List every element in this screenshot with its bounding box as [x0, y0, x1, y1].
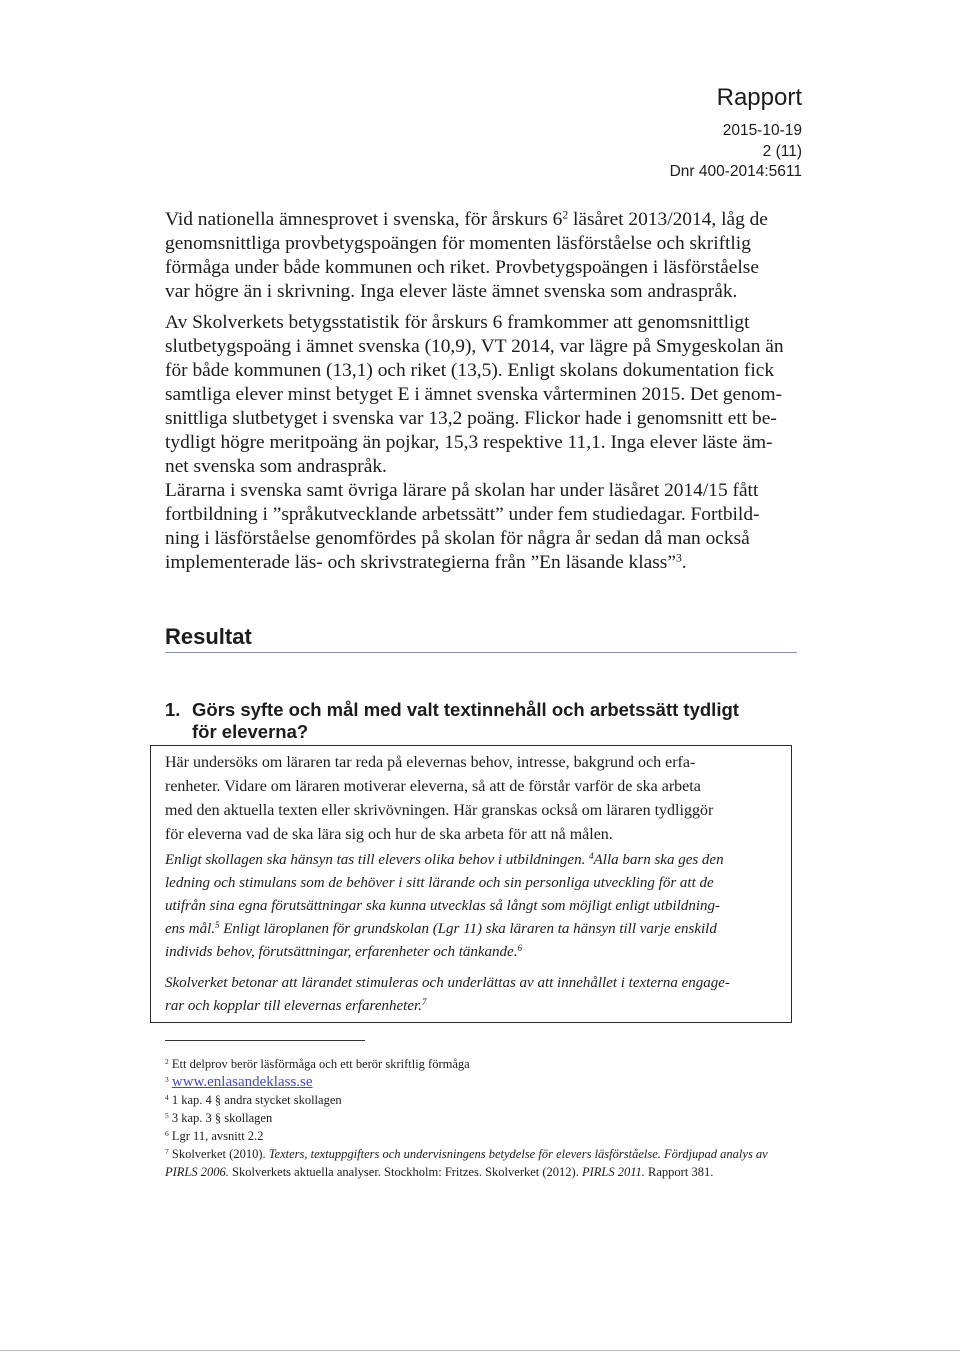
question-line: 1. Görs syfte och mål med valt textinnehåll och arbetssätt tydligt — [165, 699, 739, 720]
quote-line: Enligt skollagen ska hänsyn tas till elevers olika behov i utbildningen. $^4$Alla barn ska ges den — [165, 851, 724, 868]
section-title: Resultat — [165, 624, 252, 649]
footnote-ref: 5 — [215, 920, 220, 931]
paragraph-line: Vid nationella ämnesprovet i svenska, för årskurs $6^2$ läsåret 2013/2014, låg de — [165, 208, 768, 230]
paragraph-line: var högre än i skrivning. Inga elever läste ämnet svenska som andraspråk. — [165, 281, 738, 302]
footnote-7-continued: PIRLS 2006. Skolverkets aktuella analyser. Stockholm: Fritzes. Skolverket (2012). PIRLS 2011. Rapport 381. — [165, 1165, 714, 1179]
document-header — [670, 84, 802, 183]
page-number: 2 (11) — [762, 142, 802, 160]
quote-line: ledning och stimulans som de behöver i sitt lärande och sin personliga utveckling för att de — [165, 875, 714, 891]
footnote-3: $^3$ www.enlasandeklass.se — [165, 1074, 313, 1090]
footnote-7: $^7$ Skolverket (2010). Texters, textuppgifters och undervisningens betydelse för elevers läsförståelse. Fördjupad analys av — [165, 1146, 768, 1161]
footnote-4: $^4$ 1 kap. 4 § andra stycket skollagen — [165, 1092, 342, 1107]
footnote-6: $^6$ Lgr 11, avsnitt 2.2 — [165, 1128, 264, 1143]
quote-line: Skolverket betonar att lärandet stimuleras och underlättas av att innehållet i texterna engage- — [165, 975, 730, 991]
criteria-line: för eleverna vad de ska lära sig och hur de ska arbeta för att nå målen. — [165, 826, 613, 843]
paragraph-line: fortbildning i ”språkutvecklande arbetssätt” under fem studiedagar. Fortbild- — [165, 504, 760, 525]
question-heading — [165, 699, 739, 743]
criteria-line: renheter. Vidare om läraren motiverar eleverna, så att de förstår varför de ska arbeta — [165, 778, 701, 795]
footnote-ref: 7 — [421, 997, 427, 1008]
footnote-ref: 3 — [675, 551, 682, 565]
footnote-2: $^2$ Ett delprov berör läsförmåga och ett berör skriftlig förmåga — [165, 1056, 470, 1071]
quote-line: rar och kopplar till elevernas erfarenheter.$^7$ — [165, 997, 427, 1014]
footnote-divider — [165, 1040, 365, 1041]
paragraph-national-test — [165, 208, 792, 304]
paragraph-line: slutbetygspoäng i ämnet svenska (10,9), VT 2014, var lägre på Smygeskolan än — [165, 336, 784, 357]
criteria-line: Här undersöks om läraren tar reda på elevernas behov, intresse, bakgrund och erfa- — [165, 754, 696, 771]
paragraph-line: Lärarna i svenska samt övriga lärare på skolan har under läsåret 2014/15 fått — [165, 480, 759, 501]
paragraph-line: samtliga elever minst betyget E i ämnet svenska vårterminen 2015. Det genom- — [165, 384, 783, 405]
page-bottom-edge — [0, 1350, 960, 1351]
question-number: 1. — [165, 699, 181, 720]
criteria-line: med den aktuella texten eller skrivövningen. Här granskas också om läraren tydliggör — [165, 802, 714, 819]
paragraph-line: ning i läsförståelse genomfördes på skolan för några år sedan då man också — [165, 528, 750, 549]
paragraph-teacher-training — [165, 479, 792, 575]
criteria-quote-law — [165, 849, 792, 964]
paragraph-line: net svenska som andraspråk. — [165, 456, 387, 477]
reference-number: Dnr 400-2014:5611 — [669, 163, 802, 180]
quote-line: utifrån sina egna förutsättningar ska kunna utvecklas så långt som möjligt enligt utbildning- — [165, 898, 720, 914]
footnotes — [165, 1055, 805, 1181]
paragraph-line: genomsnittliga provbetygspoängen för momenten läsförståelse och skriftlig — [165, 233, 751, 254]
footnote-ref: 4 — [589, 851, 594, 862]
paragraph-line: förmåga under både kommunen och riket. Provbetygspoängen i läsförståelse — [165, 257, 759, 278]
paragraph-grade-statistics — [165, 311, 792, 479]
quote-line: ens mål.$^5$ Enligt läroplanen för grundskolan (Lgr 11) ska läraren ta hänsyn till varje enskild — [165, 920, 717, 937]
footnote-ref: 6 — [517, 943, 522, 954]
paragraph-line: snittliga slutbetyget i svenska var 13,2 poäng. Flickor hade i genomsnitt ett be- — [165, 408, 777, 429]
paragraph-line: för både kommunen (13,1) och riket (13,5). Enligt skolans dokumentation fick — [165, 360, 775, 381]
footnote-5: $^5$ 3 kap. 3 § skollagen — [165, 1110, 273, 1125]
paragraph-line: implementerade läs- och skrivstrategierna från ”En läsande klass”$^3$. — [165, 551, 687, 573]
criteria-intro — [165, 751, 792, 847]
document-date: 2015-10-19 — [722, 122, 802, 139]
document-type: Rapport — [716, 84, 802, 111]
criteria-quote-skolverket — [165, 972, 792, 1018]
section-divider — [165, 652, 797, 653]
paragraph-line: Av Skolverkets betygsstatistik för årskurs 6 framkommer att genomsnittligt — [165, 312, 750, 333]
website-link[interactable]: www.enlasandeklass.se — [171, 1074, 313, 1090]
question-line: för eleverna? — [192, 721, 309, 742]
footnote-ref: 2 — [562, 208, 569, 222]
quote-line: individs behov, förutsättningar, erfarenheter och tänkande.$^6$ — [165, 943, 522, 960]
paragraph-line: tydligt högre meritpoäng än pojkar, 15,3 respektive 11,1. Inga elever läste äm- — [165, 432, 773, 453]
